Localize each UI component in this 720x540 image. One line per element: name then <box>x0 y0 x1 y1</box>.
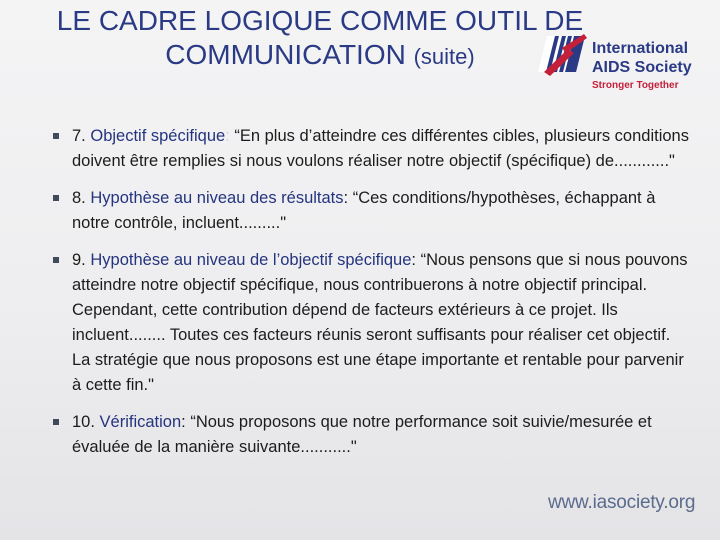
bullet-list <box>50 124 690 460</box>
slide-title-suffix: (suite) <box>413 44 475 69</box>
item-number: 8. <box>72 189 86 207</box>
item-separator: : <box>343 189 349 207</box>
item-separator: : <box>225 127 230 145</box>
item-term: Objectif spécifique <box>90 127 226 145</box>
item-separator: : <box>411 251 416 269</box>
item-text: “En plus d’atteindre ces différentes cibles, plusieurs conditions doivent être remplies si nous voulons réaliser notre objectif (spécifique) de............" <box>72 127 689 170</box>
ias-logo-text <box>592 39 692 77</box>
logo-line2: AIDS Society <box>592 59 692 76</box>
list-item <box>50 186 690 236</box>
bullet-square-icon <box>53 419 59 425</box>
ias-logo <box>538 30 698 94</box>
item-term: Hypothèse au niveau de l’objectif spécifique <box>90 251 412 269</box>
list-item <box>50 124 690 174</box>
item-text: “Nous pensons que si nous pouvons atteindre notre objectif spécifique, nous contribuerons à notre objectif principal. Cependant, cette contribution dépend de facteurs extérieurs à ce projet. Ils incluent........ Toutes ces facteurs réunis seront suffisants pour réaliser cet objectif. La stratégie que nous proposons est une étape importante et rentable pour parvenir à cette fin." <box>72 251 688 394</box>
list-item <box>50 410 690 460</box>
item-number: 10. <box>72 413 95 431</box>
ias-logo-mark-icon <box>538 32 588 76</box>
item-text: “Ces conditions/hypothèses, échappant à notre contrôle, incluent........." <box>72 189 656 232</box>
item-term: Vérification <box>99 413 182 431</box>
list-item <box>50 248 690 398</box>
item-text: “Nous proposons que notre performance soit suivie/mesurée et évaluée de la manière suivante..........." <box>72 413 652 456</box>
item-term: Hypothèse au niveau des résultats <box>90 189 344 207</box>
item-separator: : <box>181 413 186 431</box>
bullet-square-icon <box>53 195 59 201</box>
item-number: 9. <box>72 251 86 269</box>
slide-title-main: LE CADRE LOGIQUE COMME OUTIL DE COMMUNICATION <box>56 5 584 70</box>
bullet-square-icon <box>53 257 59 263</box>
item-number: 7. <box>72 127 86 145</box>
bullet-square-icon <box>53 133 59 139</box>
footer-url: www.iasociety.org <box>548 492 696 513</box>
logo-line1: International <box>592 40 689 57</box>
logo-tagline: Stronger Together <box>592 80 679 91</box>
